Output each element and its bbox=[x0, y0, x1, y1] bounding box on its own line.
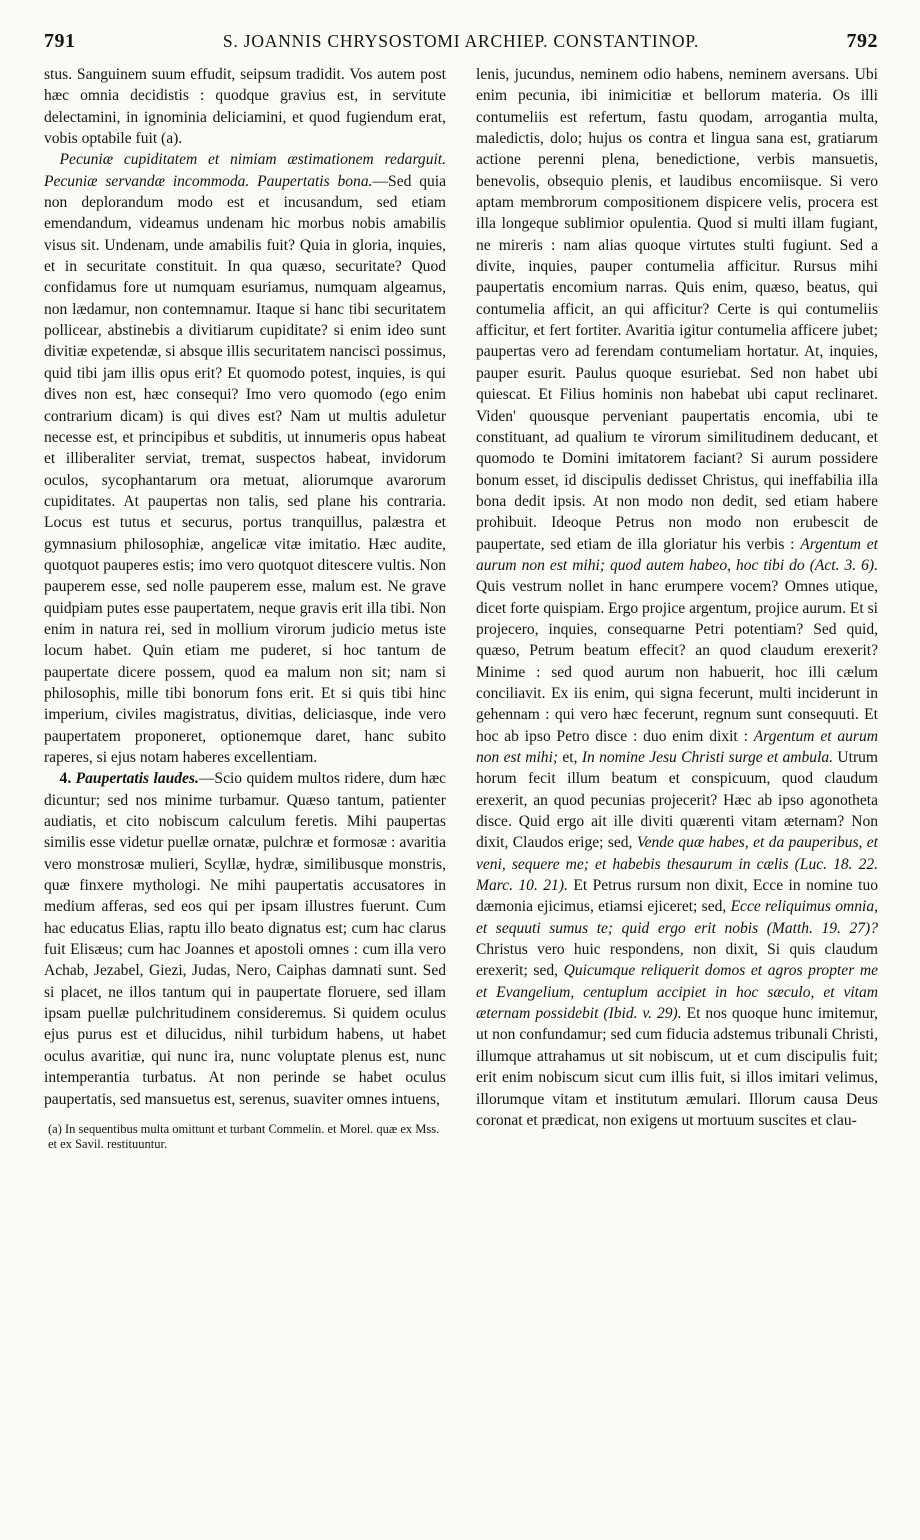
paragraph bbox=[44, 768, 446, 1110]
scripture-quote: In nomine Jesu Christi surge et ambula. bbox=[581, 749, 834, 766]
scripture-reference: (Ibid. v. 29). bbox=[603, 1005, 682, 1023]
paragraph-text: —Scio quidem multos ridere, dum hæc dicuntur; sed nos minime turbamur. Quæso tantum, patienter audiatis, et cito nobiscum calculum feretis. Mihi paupertas similis esse videtur puellæ ornatæ, pulchræ et formosæ : avaritia vero monstrosæ mulieri, Scyllæ, hydræ, similibusque monstris, quæ finxere mythologi. Ne mihi paupertatis accusatores in medium afferas, sed eos qui per ipsam illustres fuerunt. Cum hac educatus Elias, raptu illo beato dignatus est; cum hac clarus fuit Elisæus; cum hac Joannes et apostoli omnes : cum illa vero Achab, Jezabel, Giezi, Judas, Nero, Caiphas damnati sunt. Sed si placet, ne illos tantum qui in paupertate floruere, sed illam ipsam puellæ pulchritudinem consideremus. Si quidem oculus ejus purus est et dilucidus, nihil turbidum habens, ut habet oculus avaritiæ, qui nunc ira, nunc voluptate plenus est, nunc intemperantia turbatus. At non perinde se habet oculus paupertatis, sed mansuetus est, serenus, suaviter omnes intuens, bbox=[44, 770, 446, 1108]
paragraph bbox=[44, 64, 446, 149]
scripture-quote: Vende quæ habes, et da pauperibus, et veni, sequere me; et habebis thesaurum in cælis bbox=[476, 834, 879, 873]
scripture-quote: Argentum et aurum non est mihi; bbox=[476, 727, 878, 766]
paragraph bbox=[476, 64, 878, 1131]
scripture-quote: Ecce reliquimus omnia, et sequuti sumus te; quid ergo erit nobis bbox=[476, 898, 879, 937]
paragraph-text: Et nos quoque hunc imitemur, ut non confundamur; sed cum fiducia adstemus tribunali Christi, illumque attrahamus ut sit nobiscum, ut et cum discipulis fuit; erit enim nobiscum sicut cum illis fuit, si illos imitari velimus, illorumque vitam et institutum æmulari. Illorum causa Deus coronat et prædicat, non exigens ut mortuum suscites et clau- bbox=[476, 1005, 879, 1129]
paragraph-text: stus. Sanguinem suum effudit, seipsum tradidit. Vos autem post hæc omnia decidistis : quodque gravius est, in servitute delectamini, in ignominia deliciamini, et quod fugiendum erat, vobis optabile fuit (a). bbox=[44, 66, 446, 148]
paragraph-text: lenis, jucundus, neminem odio habens, neminem aversans. Ubi enim pecunia, ibi inimicitiæ et bellorum materia. Os illi contumeliis est refertum, fastu quodam, arrogantia multa, maledictis, dolo; hujus os contra et lingua sana est, gratiarum actione perenni plena, benedictione, verbis mansuetis, benevolis, obsequio plenis, et laudibus encomiisque. Si vero aptam membrorum compositionem dispicere velis, procera est illa longeque sublimior opulentia. Quod si multi illam fugiant, ne mireris : nam alias quoque virtutes stulti fugiunt. Sed a divite, inquies, pauper contumelia afficitur. Rursus mihi paupertatis encomium narras. Quis enim, quæso, beatus, qui contumelia afficit, an qui afficitur? Certe is qui contumeliis afficitur, et fert fortiter. Avaritia igitur contumelia afficere jubet; paupertas vero ad ferendam contumeliam hortatur. At, inquies, pauper esurit. Paulus quoque esuriebat. Sed non habet ubi quiescat. Et Filius hominis non habebat ubi caput reclinaret. Viden' quousque perveniant paupertatis encomia, ubi te constituant, ad qualium te virorum similitudinem deducant, et quomodo te Domini imitatorem faciant? Si aurum possidere bonum esset, id discipulis dedisset Christus, qui ineffabilia illa bona dedit ipsis. At non modo non dedit, sed etiam habere prohibuit. Ideoque Petrus non modo non erubescit de paupertate, sed etiam de illa gloriatur his verbis : bbox=[476, 66, 878, 553]
paragraph-text: Quis vestrum nollet in hanc erumpere vocem? Omnes utique, dicet forte quispiam. Ergo projice argentum, projice aurum. Et si projecero, inquies, consequarne Petri potentiam? Sed quid, quæso, Petrum beatum effecit? an quod claudum erexerit? Minime : sed quod aurum non habuerit, hoc illi cælum conciliavit. Ex iis enim, qui signa fecerunt, multi inciderunt in gehennam : qui vero hæc fecerunt, regnum sunt consequuti. Et hoc ab ipso Petro disce : duo enim dixit : bbox=[476, 578, 878, 745]
scripture-quote: Quicumque reliquerit domos et agros propter me et Evangelium, centuplum accipiet in hoc sæculo, et vitam æternam possidebit bbox=[476, 962, 878, 1023]
running-title: S. JOANNIS CHRYSOSTOMI ARCHIEP. CONSTANTINOP. bbox=[222, 31, 700, 51]
paragraph-text: —Sed quia non deplorandum modo est et incusandum, sed etiam emendandum, videamus undenam hic morbus nobis amabilis visus sit. Undenam, unde amabilis fuit? Quia in gloria, inquies, et in securitate constituit. In qua quæso, securitate? Quod confidamus fore ut numquam esuriamus, numquam algeamus, non lædamur, non contemnamur. Itaque si hanc tibi securitatem pollicear, abstinebis a divitiarum cupiditate? si enim ideo sunt divitiæ expetendæ, si absque illis securitatem nancisci possimus, quid tibi jam illis opus erit? Et quomodo potest, inquies, is qui dives non est, hæc consequi? Imo vero quomodo (ego enim contrarium dicam) is qui dives est? Nam ut multis aduletur necesse est, et principibus et subditis, ut innumeris opus habeat et illiberaliter serviat, tremat, suspectos habeat, invidorum oculos, sycophantarum ora metuat, aliorumque avarorum cupiditates. At paupertas non talis, sed plane his contraria. Locus est tutus et securus, portus tranquillus, palæstra et gymnasium philosophiæ, angelicæ vitæ imitatio. Hæc audite, quotquot pauperes estis; imo vero quotquot ditescere vultis. Non pauperem esse, sed nolle pauperem esse, malum est. Ne grave quidpiam putes esse paupertatem, neque gravis erit illa tibi. Non enim in natura rei, sed in mollium virorum judicio metus iste locum habet. Quin etiam me puderet, si hoc tantum de paupertate dicere possem, quod ea malum non sit; nam si philosophis, mille tibi bonorum fons erit. Et si quis tibi hinc imperium, civiles magistratus, divitias, deliciasque, inde vero paupertatem proponeret, optionemque daret, hanc subito raperes, si ejus notam haberes excellentiam. bbox=[44, 172, 447, 766]
paragraph bbox=[44, 149, 446, 768]
scripture-reference: (Matth. 19. 27)? bbox=[766, 919, 879, 937]
paragraph-text: Utrum horum fecit illum beatum et conspicuum, quod claudum erexerit, an quod pecunias projecerit? Hæc ab ipso agonotheta disce. Quid ergo ait ille diviti quærenti vitam æternam? Non dixit, Claudos erige; sed, bbox=[476, 749, 878, 852]
scripture-reference: (Luc. 18. 22. Marc. 10. 21). bbox=[476, 855, 878, 895]
right-column bbox=[476, 64, 878, 1152]
footnote: (a) In sequentibus multa omittunt et turbant Commelin. et Morel. quæ ex Mss. et ex Savil. restituuntur. bbox=[48, 1121, 440, 1151]
scripture-reference: (Act. 3. 6). bbox=[809, 556, 878, 574]
section-heading: Paupertatis laudes. bbox=[75, 770, 199, 788]
paragraph-text: Christus vero huic respondens, non dixit, Si quis claudum erexerit; sed, bbox=[476, 941, 878, 980]
page-number-left: 791 bbox=[44, 30, 76, 52]
left-column bbox=[44, 64, 446, 1152]
paragraph-text: Et Petrus rursum non dixit, Ecce in nomine tuo dæmonia ejicimus, etiamsi ejiceret; sed, bbox=[476, 877, 878, 916]
paragraph-text: et, bbox=[562, 749, 578, 766]
section-heading: Pecuniæ cupiditatem et nimiam æstimationem redarguit. Pecuniæ servandæ incommoda. Paupertatis bona. bbox=[44, 151, 446, 190]
section-number: 4. bbox=[59, 770, 72, 788]
page-number-right: 792 bbox=[846, 30, 878, 52]
scripture-quote: Argentum et aurum non est mihi; quod autem habeo, hoc tibi do bbox=[476, 535, 878, 574]
text-columns bbox=[44, 64, 878, 1152]
running-header bbox=[44, 30, 878, 64]
